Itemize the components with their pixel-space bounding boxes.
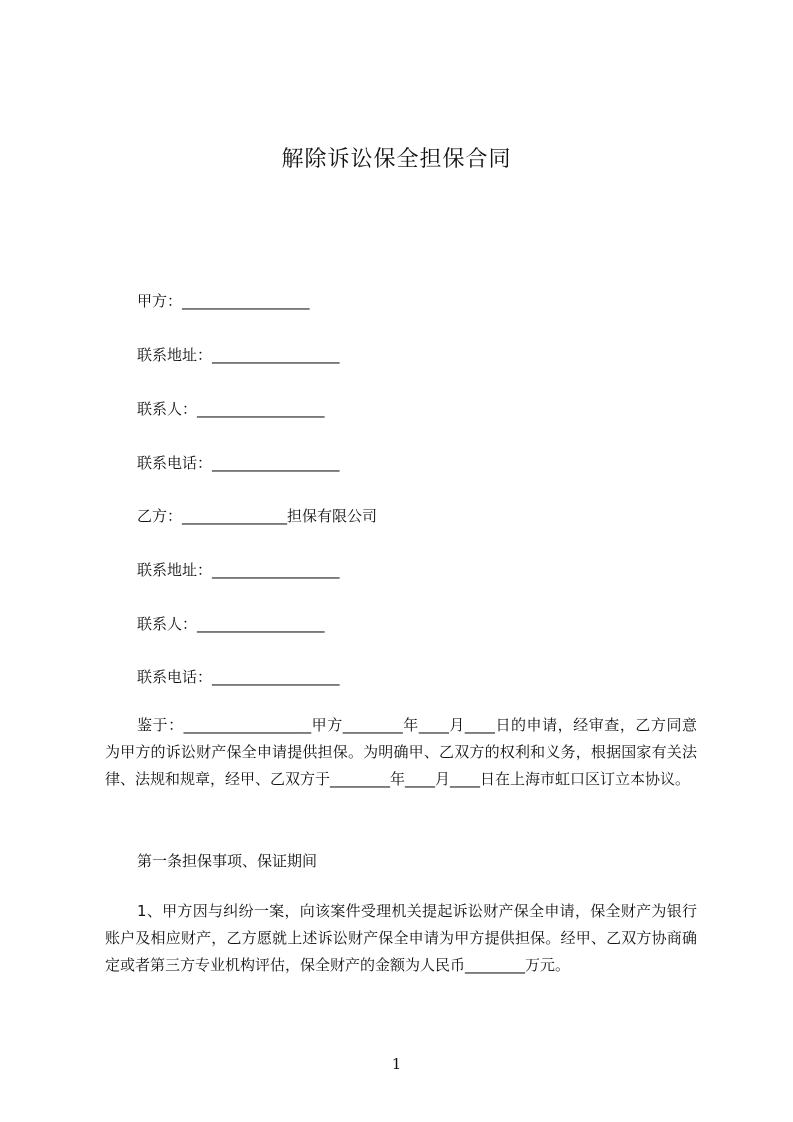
party-a-name-line: 甲方：_________________ <box>137 292 310 310</box>
party-b-phone-line: 联系电话：_________________ <box>137 668 340 686</box>
party-a-address-line: 联系地址：_________________ <box>137 346 340 364</box>
party-a-contact-line: 联系人：_________________ <box>137 400 325 418</box>
party-b-name-line: 乙方：______________担保有限公司 <box>137 507 378 525</box>
document-title: 解除诉讼保全担保合同 <box>281 147 512 172</box>
party-b-address-line: 联系地址：_________________ <box>137 561 340 579</box>
party-a-phone-line: 联系电话：_________________ <box>137 454 340 472</box>
article-1-clause-1: 1、甲方因与纠纷一案，向该案件受理机关提起诉讼财产保全申请，保全财产为银行账户及相应财产，乙方愿就上述诉讼财产保全申请为甲方提供担保。经甲、乙双方协商确定或者第三方专业机构评估，保全财产的金额为人民币________万元。 <box>105 902 697 974</box>
article-1-heading: 第一条担保事项、保证期间 <box>137 852 318 870</box>
preamble-paragraph: 鉴于：_________________甲方________年____月____日的申请，经审查，乙方同意为甲方的诉讼财产保全申请提供担保。为明确甲、乙双方的权利和义务，根据国家有关法律、法规和规章，经甲、乙双方于________年____月____日在上海市虹口区订立本协议。 <box>105 716 697 788</box>
party-b-contact-line: 联系人：_________________ <box>137 615 325 633</box>
page-number: 1 <box>391 1055 402 1073</box>
